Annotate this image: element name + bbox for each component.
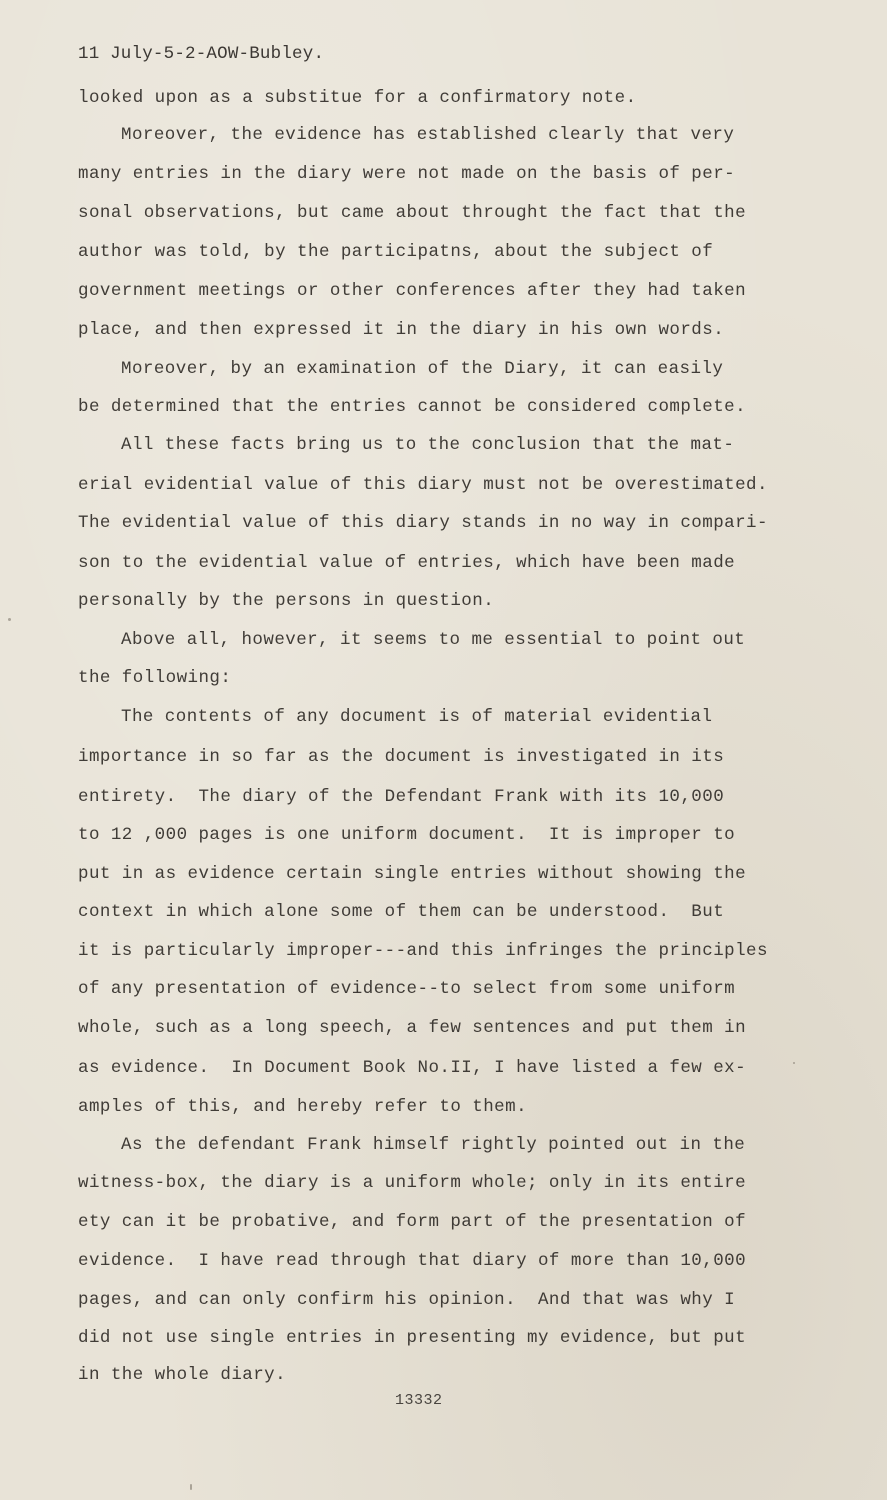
text-line: All these facts bring us to the conclusion that the mat-: [121, 435, 735, 455]
text-line: of any presentation of evidence--to select from some uniform: [78, 979, 736, 999]
text-line: son to the evidential value of entries, which have been made: [78, 553, 736, 573]
text-line: it is particularly improper---and this infringes the principles: [78, 941, 768, 961]
text-line: The contents of any document is of material evidential: [121, 707, 713, 727]
page-number: 13332: [395, 1392, 443, 1409]
text-line: importance in so far as the document is investigated in its: [78, 747, 725, 767]
text-line: As the defendant Frank himself rightly pointed out in the: [121, 1135, 746, 1155]
text-line: many entries in the diary were not made on the basis of per-: [78, 164, 736, 184]
text-line: put in as evidence certain single entries without showing the: [78, 864, 747, 884]
text-line: erial evidential value of this diary must not be overestimated.: [78, 475, 768, 495]
text-line: Moreover, the evidence has established clearly that very: [121, 125, 735, 145]
text-line: looked upon as a substitue for a confirmatory note.: [78, 88, 637, 108]
paper-speck: [8, 618, 11, 621]
text-line: evidence. I have read through that diary of more than 10,000: [78, 1251, 747, 1271]
text-line: personally by the persons in question.: [78, 591, 495, 611]
text-line: be determined that the entries cannot be considered complete.: [78, 397, 747, 417]
text-line: ety can it be probative, and form part of the presentation of: [78, 1212, 747, 1232]
text-line: government meetings or other conferences after they had taken: [78, 281, 747, 301]
text-line: whole, such as a long speech, a few sentences and put them in: [78, 1018, 747, 1038]
paper-speck: [793, 1062, 795, 1064]
text-line: to 12 ,000 pages is one uniform document. It is improper to: [78, 825, 736, 845]
text-line: entirety. The diary of the Defendant Frank with its 10,000: [78, 787, 725, 807]
text-line: author was told, by the participatns, about the subject of: [78, 242, 714, 262]
text-line: in the whole diary.: [78, 1365, 287, 1385]
text-line: as evidence. In Document Book No.II, I have listed a few ex-: [78, 1058, 747, 1078]
text-line: Above all, however, it seems to me essential to point out: [121, 630, 746, 650]
text-line: pages, and can only confirm his opinion. And that was why I: [78, 1290, 736, 1310]
paper-speck: [190, 1484, 192, 1490]
text-line: the following:: [78, 668, 232, 688]
text-line: Moreover, by an examination of the Diary, it can easily: [121, 359, 724, 379]
text-line: place, and then expressed it in the diary in his own words.: [78, 320, 725, 340]
document-header: 11 July-5-2​-AOW-Bubley.: [78, 44, 325, 64]
text-line: sonal observations, but came about throught the fact that the: [78, 203, 747, 223]
text-line: witness-box, the diary is a uniform whole; only in its entire: [78, 1173, 747, 1193]
text-line: amples of this, and hereby refer to them.: [78, 1097, 528, 1117]
text-line: context in which alone some of them can be understood. But: [78, 902, 725, 922]
text-line: did not use single entries in presenting my evidence, but put: [78, 1328, 747, 1348]
text-line: The evidential value of this diary stands in no way in compari-: [78, 513, 768, 533]
